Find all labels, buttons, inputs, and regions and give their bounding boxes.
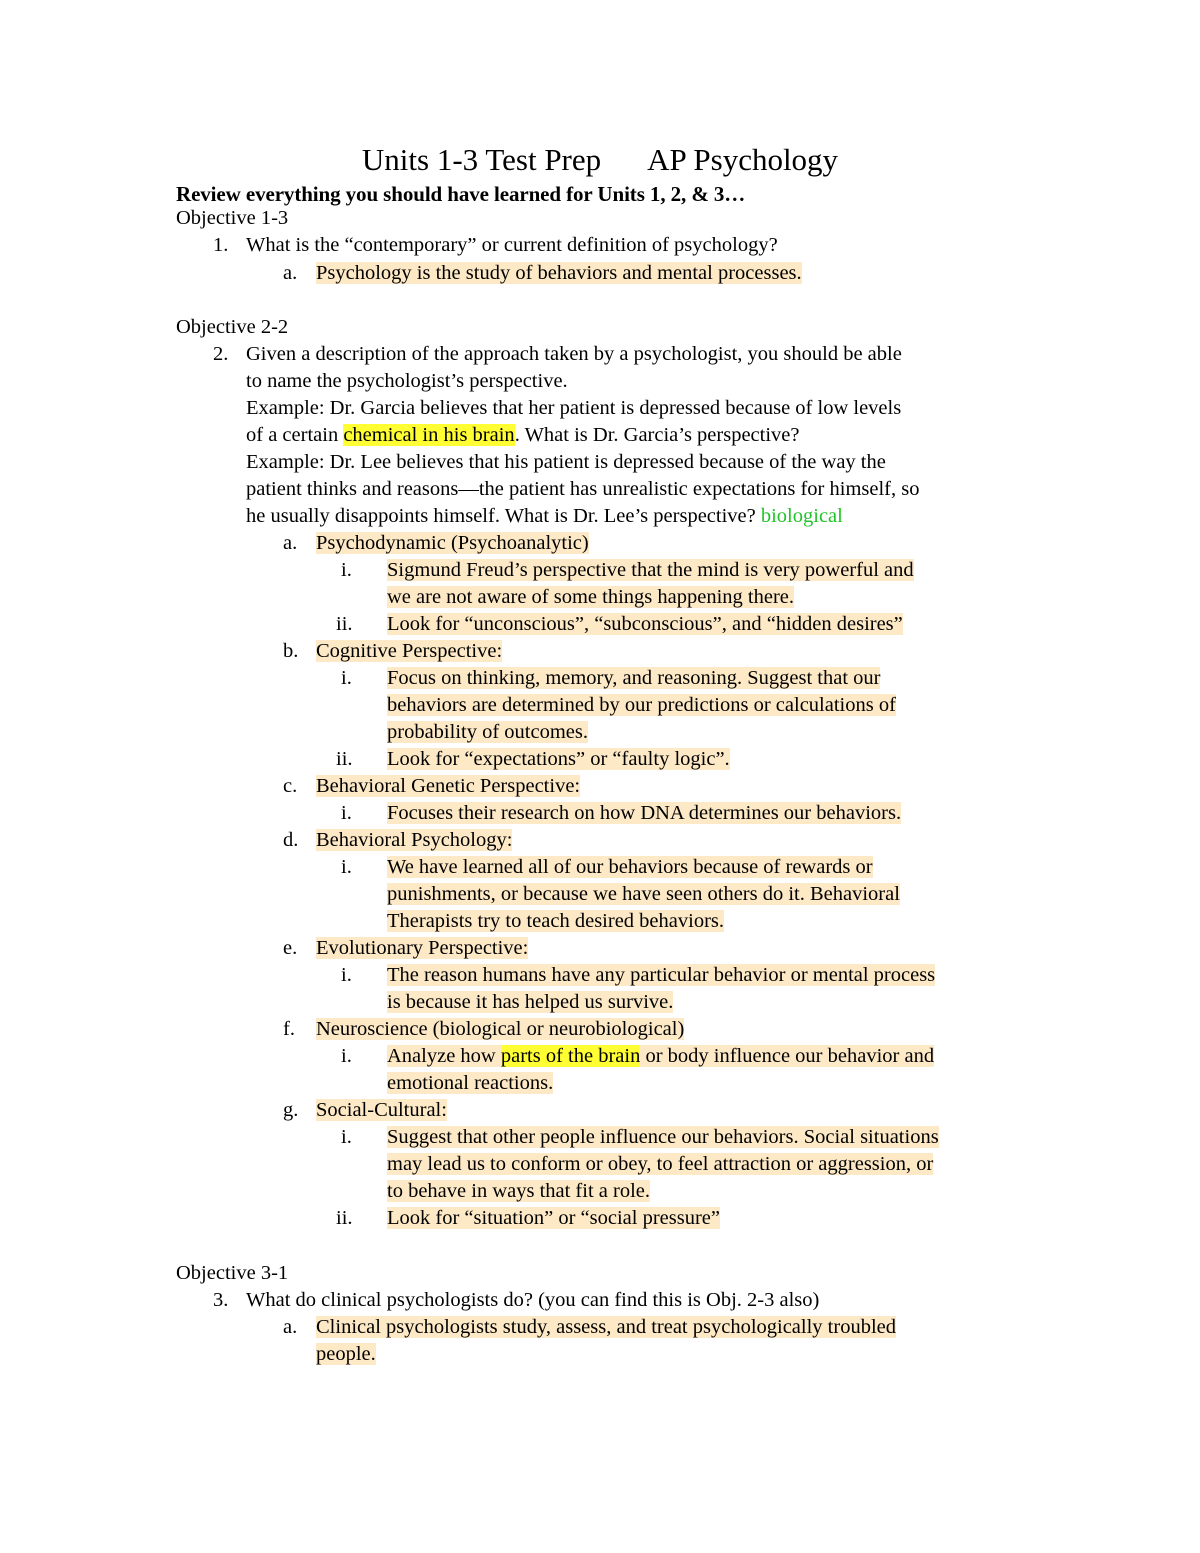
perspective-name: Behavioral Genetic Perspective: [316, 775, 581, 797]
example-line: of a certain chemical in his brain. What is Dr. Garcia’s perspective? [246, 424, 800, 446]
page-title [0, 140, 1200, 180]
item-line: Focuses their research on how DNA determines our behaviors. [387, 802, 902, 824]
example-line: he usually disappoints himself. What is Dr. Lee’s perspective? biological [246, 505, 843, 527]
answer-letter: a. [283, 262, 298, 284]
objective-heading: Objective 2-2 [176, 316, 289, 338]
item-number: i. [341, 802, 352, 824]
item-line: behaviors are determined by our predictions or calculations of [387, 694, 896, 716]
question-text: What do clinical psychologists do? (you can find this is Obj. 2-3 also) [246, 1289, 820, 1311]
item-line: punishments, or because we have seen others do it. Behavioral [387, 883, 900, 905]
answer-line: people. [316, 1343, 376, 1365]
perspective-letter: b. [283, 640, 299, 662]
perspective-name: Social-Cultural: [316, 1099, 447, 1121]
perspective-letter: f. [283, 1018, 295, 1040]
perspective-name: Psychodynamic (Psychoanalytic) [316, 532, 589, 554]
item-number: i. [341, 559, 352, 581]
intro-text: Review everything you should have learned for Units 1, 2, & 3… [176, 182, 746, 206]
highlighted-phrase: chemical in his brain [343, 424, 515, 446]
title-right: AP Psychology [647, 142, 839, 177]
item-line: Sigmund Freud’s perspective that the mind is very powerful and [387, 559, 914, 581]
item-line: We have learned all of our behaviors because of rewards or [387, 856, 873, 878]
question-number: 1. [213, 234, 229, 256]
perspective-letter: c. [283, 775, 298, 797]
item-number: ii. [336, 613, 353, 635]
highlighted-phrase: parts of the brain [500, 1045, 641, 1067]
item-line: to behave in ways that fit a role. [387, 1180, 650, 1202]
objective-heading: Objective 1-3 [176, 207, 289, 229]
item-line: emotional reactions. [387, 1072, 554, 1094]
question-number: 3. [213, 1289, 229, 1311]
item-line: Therapists try to teach desired behaviors. [387, 910, 724, 932]
item-line: Look for “unconscious”, “subconscious”, and “hidden desires” [387, 613, 903, 635]
answer-line: Clinical psychologists study, assess, and treat psychologically troubled [316, 1316, 896, 1338]
item-line: Look for “situation” or “social pressure” [387, 1207, 721, 1229]
item-line: probability of outcomes. [387, 721, 588, 743]
item-number: i. [341, 856, 352, 878]
item-number: ii. [336, 748, 353, 770]
perspective-letter: e. [283, 937, 298, 959]
item-line: may lead us to conform or obey, to feel attraction or aggression, or [387, 1153, 934, 1175]
perspective-name: Evolutionary Perspective: [316, 937, 529, 959]
perspective-name: Neuroscience (biological or neurobiological) [316, 1018, 685, 1040]
item-number: i. [341, 1045, 352, 1067]
item-number: i. [341, 667, 352, 689]
item-number: i. [341, 1126, 352, 1148]
answer-letter: a. [283, 1316, 298, 1338]
question-text: What is the “contemporary” or current definition of psychology? [246, 234, 778, 256]
item-line: The reason humans have any particular behavior or mental process [387, 964, 936, 986]
question-line: Given a description of the approach taken by a psychologist, you should be able [246, 343, 902, 365]
perspective-name: Cognitive Perspective: [316, 640, 503, 662]
title-left: Units 1-3 Test Prep [361, 142, 602, 177]
example-line: Example: Dr. Garcia believes that her patient is depressed because of low levels [246, 397, 902, 419]
example-line: patient thinks and reasons—the patient has unrealistic expectations for himself, so [246, 478, 920, 500]
item-number: i. [341, 964, 352, 986]
answer-text: Psychology is the study of behaviors and mental processes. [316, 262, 802, 284]
item-line: Analyze how parts of the brain or body influence our behavior and [387, 1045, 935, 1067]
perspective-letter: g. [283, 1099, 299, 1121]
item-line: Suggest that other people influence our behaviors. Social situations [387, 1126, 939, 1148]
item-line: Focus on thinking, memory, and reasoning. Suggest that our [387, 667, 881, 689]
handwritten-answer: biological [760, 505, 843, 527]
perspective-name: Behavioral Psychology: [316, 829, 513, 851]
question-line: to name the psychologist’s perspective. [246, 370, 568, 392]
perspective-letter: a. [283, 532, 298, 554]
item-line: we are not aware of some things happening there. [387, 586, 795, 608]
perspective-letter: d. [283, 829, 299, 851]
item-line: is because it has helped us survive. [387, 991, 674, 1013]
question-number: 2. [213, 343, 229, 365]
objective-heading: Objective 3-1 [176, 1262, 289, 1284]
item-number: ii. [336, 1207, 353, 1229]
example-line: Example: Dr. Lee believes that his patient is depressed because of the way the [246, 451, 886, 473]
item-line: Look for “expectations” or “faulty logic”. [387, 748, 730, 770]
